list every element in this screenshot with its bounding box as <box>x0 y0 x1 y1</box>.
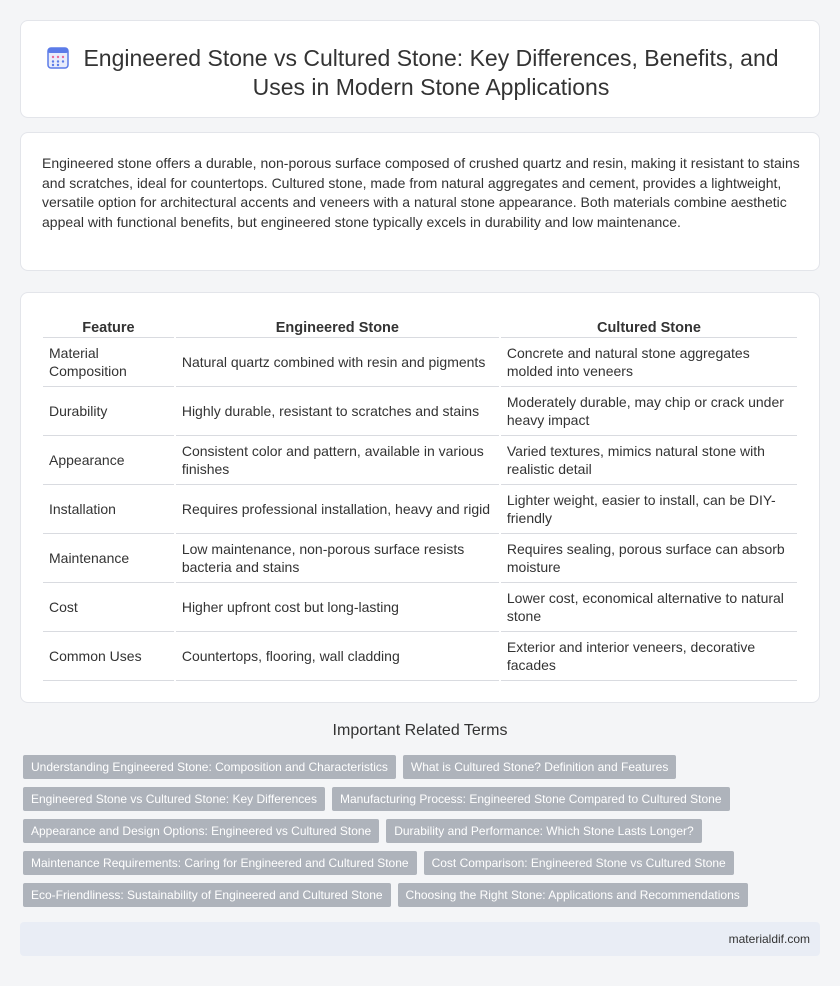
engineered-cell: Higher upfront cost but long-lasting <box>176 583 499 632</box>
engineered-cell: Consistent color and pattern, available in various finishes <box>176 436 499 485</box>
related-term-link[interactable]: Manufacturing Process: Engineered Stone Compared to Cultured Stone <box>332 787 730 811</box>
table-header-row <box>43 314 797 338</box>
cultured-cell: Moderately durable, may chip or crack under heavy impact <box>501 387 797 436</box>
cultured-cell: Lighter weight, easier to install, can be DIY-friendly <box>501 485 797 534</box>
tag-row <box>23 851 803 875</box>
feature-cell: Material Composition <box>43 338 174 387</box>
feature-cell: Installation <box>43 485 174 534</box>
header-feature: Feature <box>43 314 174 338</box>
table-row <box>43 534 797 583</box>
cultured-cell: Varied textures, mimics natural stone with realistic detail <box>501 436 797 485</box>
related-term-link[interactable]: Understanding Engineered Stone: Composition and Characteristics <box>23 755 396 779</box>
tag-row <box>23 819 803 843</box>
related-term-link[interactable]: Engineered Stone vs Cultured Stone: Key Differences <box>23 787 325 811</box>
related-terms-heading: Important Related Terms <box>332 722 508 739</box>
intro-card <box>20 132 820 271</box>
table-row <box>43 632 797 681</box>
table-row <box>43 583 797 632</box>
related-term-link[interactable]: What is Cultured Stone? Definition and Features <box>403 755 676 779</box>
feature-cell: Appearance <box>43 436 174 485</box>
cultured-cell: Concrete and natural stone aggregates molded into veneers <box>501 338 797 387</box>
table-row <box>43 436 797 485</box>
tag-row <box>23 755 803 779</box>
header-cultured-stone: Cultured Stone <box>501 314 797 338</box>
comparison-table-card <box>20 292 820 703</box>
feature-cell: Common Uses <box>43 632 174 681</box>
feature-cell: Cost <box>43 583 174 632</box>
engineered-cell: Natural quartz combined with resin and pigments <box>176 338 499 387</box>
related-terms-list <box>23 755 803 915</box>
site-link[interactable]: materialdif.com <box>728 932 810 946</box>
related-term-link[interactable]: Durability and Performance: Which Stone Lasts Longer? <box>386 819 702 843</box>
feature-cell: Maintenance <box>43 534 174 583</box>
related-term-link[interactable]: Maintenance Requirements: Caring for Engineered and Cultured Stone <box>23 851 417 875</box>
engineered-cell: Low maintenance, non-porous surface resists bacteria and stains <box>176 534 499 583</box>
cultured-cell: Lower cost, economical alternative to natural stone <box>501 583 797 632</box>
cultured-cell: Requires sealing, porous surface can absorb moisture <box>501 534 797 583</box>
related-term-link[interactable]: Cost Comparison: Engineered Stone vs Cultured Stone <box>424 851 734 875</box>
table-row <box>43 485 797 534</box>
cultured-cell: Exterior and interior veneers, decorative facades <box>501 632 797 681</box>
table-row <box>43 338 797 387</box>
tag-row <box>23 787 803 811</box>
tag-row <box>23 883 803 907</box>
related-term-link[interactable]: Eco-Friendliness: Sustainability of Engineered and Cultured Stone <box>23 883 391 907</box>
feature-cell: Durability <box>43 387 174 436</box>
header-engineered-stone: Engineered Stone <box>176 314 499 338</box>
engineered-cell: Highly durable, resistant to scratches and stains <box>176 387 499 436</box>
intro-paragraph: Engineered stone offers a durable, non-porous surface composed of crushed quartz and resin, making it resistant to stains and scratches, ideal for countertops. Cultured stone, made from natural aggregates and cement, provides a lightweight, versatile option for architectural accents and veneers with a natural stone appearance. Both materials combine aesthetic appeal with functional benefits, but engineered stone typically excels in durability and low maintenance. <box>42 155 800 231</box>
engineered-cell: Requires professional installation, heavy and rigid <box>176 485 499 534</box>
header-card <box>20 20 820 118</box>
engineered-cell: Countertops, flooring, wall cladding <box>176 632 499 681</box>
footer <box>20 922 820 956</box>
page-title: Engineered Stone vs Cultured Stone: Key Differences, Benefits, and Uses in Modern Stone Applications <box>83 45 779 100</box>
related-term-link[interactable]: Appearance and Design Options: Engineered vs Cultured Stone <box>23 819 379 843</box>
comparison-table <box>41 314 799 681</box>
related-term-link[interactable]: Choosing the Right Stone: Applications and Recommendations <box>398 883 748 907</box>
table-row <box>43 387 797 436</box>
